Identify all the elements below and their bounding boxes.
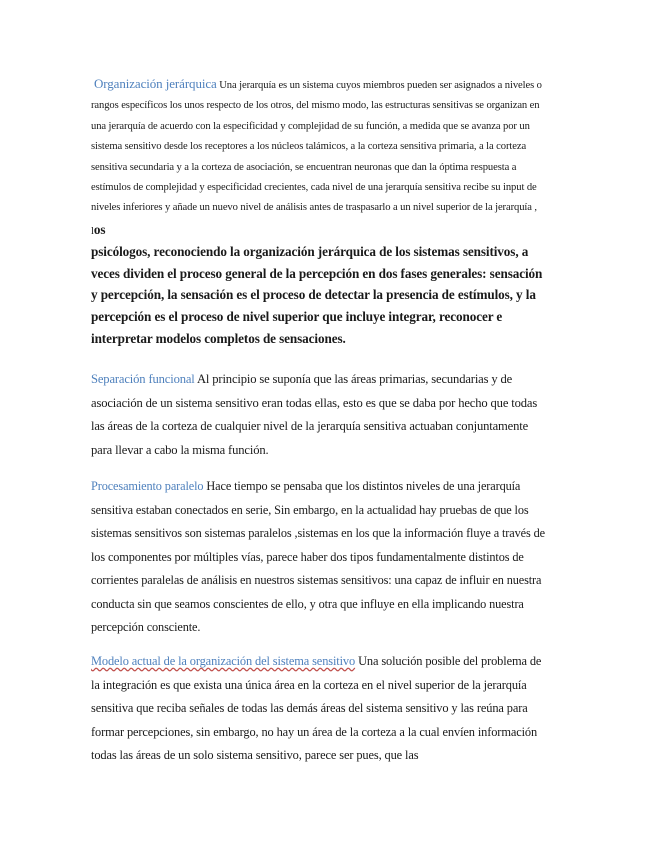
paragraph-procesamiento-paralelo <box>91 475 549 640</box>
paragraph-organizacion-jerarquica <box>91 74 549 349</box>
paragraph-body: Al principio se suponía que las áreas primarias, secundarias y de asociación de un sistema sensitivo eran todas ellas, esto es que se daba por hecho que todas las áreas de la corteza de cualquier nivel de la jerarquía sensitiva actuaban conjuntamente para llevar a cabo la misma función. <box>91 372 538 457</box>
heading-procesamiento-paralelo: Procesamiento paralelo <box>91 479 204 493</box>
paragraph-modelo-actual <box>91 650 549 768</box>
paragraph-separacion-funcional <box>91 368 549 462</box>
paragraph-body: Una jerarquía es un sistema cuyos miembros pueden ser asignados a niveles o rangos específicos los unos respecto de los otros, del mismo modo, las estructuras sensitivas se organizan en una jerarquía de acuerdo con la especificidad y complejidad de su función, a medida que se avanza por un sistema sensitivo desde los receptores a los núcleos talámicos, a la corteza sensitiva primaria, a la corteza sensitiva secundaria y a la corteza de asociación, se encuentran neuronas que dan la óptima respuesta a estímulos de complejidad y especificidad crecientes, cada nivel de una jerarquía sensitiva recibe su input de niveles inferiores y añade un nuevo nivel de análisis antes de traspasarlo a un nivel superior de la jerarquía , l <box>91 80 542 237</box>
heading-organizacion-jerarquica: Organización jerárquica <box>94 76 217 91</box>
bold-paragraph-text: psicólogos, reconociendo la organización jerárquica de los sistemas sensitivos, a veces dividen el proceso general de la percepción en dos fases generales: sensación y percepción, la sensación es el proceso de detectar la presencia de estímulos, y la percepción es el proceso de nivel superior que incluye integrar, reconocer e interpretar modelos completos de sensaciones. <box>91 244 543 346</box>
heading-modelo-actual: Modelo actual de la organización del sistema sensitivo <box>91 654 356 668</box>
bold-inline-text: os <box>93 221 106 237</box>
heading-separacion-funcional: Separación funcional <box>91 372 195 386</box>
paragraph-body: Una solución posible del problema de la integración es que exista una única área en la corteza en el nivel superior de la jerarquía sensitiva que reciba señales de todas las demás áreas del sistema sensitivo y las reúna para formar percepciones, sin embargo, no hay un área de la corteza a la cual envíen información todas las áreas de un solo sistema sensitivo, parece ser pues, que las <box>91 654 542 762</box>
paragraph-body: Hace tiempo se pensaba que los distintos niveles de una jerarquía sensitiva estaban conectados en serie, Sin embargo, en la actualidad hay pruebas de que los sistemas sensitivos son sistemas paralelos ,sistemas en los que la información fluye a través de los componentes por múltiples vías, parece haber dos tipos fundamentalmente distintos de corrientes paralelas de análisis en nuestros sistemas sensitivos: una capaz de influir en nuestra conducta sin que seamos conscientes de ello, y otra que influye en ella implicando nuestra percepción consciente. <box>91 479 545 634</box>
